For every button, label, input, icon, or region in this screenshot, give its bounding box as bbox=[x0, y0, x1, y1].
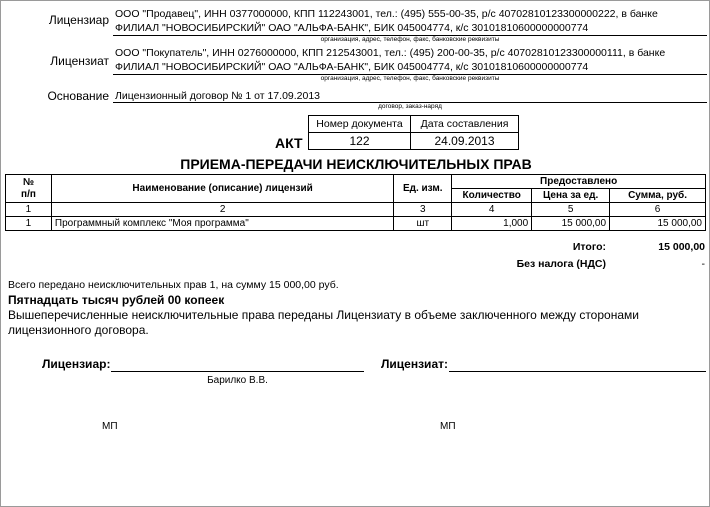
licensee-label: Лицензиат bbox=[50, 54, 109, 68]
column-numbers-row bbox=[6, 203, 706, 217]
doc-number-header: Номер документа bbox=[309, 116, 411, 133]
vat-value: - bbox=[701, 258, 705, 270]
table-row bbox=[6, 217, 706, 231]
row-price: 15 000,00 bbox=[532, 217, 610, 231]
col-number-4: 4 bbox=[452, 203, 532, 217]
unit-header: Ед. изм. bbox=[394, 175, 452, 203]
total-label: Итого: bbox=[572, 241, 606, 253]
amount-in-words: Пятнадцать тысяч рублей 00 копеек bbox=[8, 293, 225, 307]
act-doc-table bbox=[308, 115, 519, 150]
row-sum: 15 000,00 bbox=[610, 217, 706, 231]
licensor-details-line2: ФИЛИАЛ "НОВОСИБИРСКИЙ" ОАО "АЛЬФА-БАНК", БИК 045004774, к/с 30101810600000000774 bbox=[115, 22, 589, 34]
date-value: 24.09.2013 bbox=[411, 133, 519, 150]
licensor-signature-label: Лицензиар: bbox=[42, 357, 111, 371]
row-name: Программный комплекс "Моя программа" bbox=[51, 217, 393, 231]
act-word: АКТ bbox=[275, 135, 303, 151]
licensee-details-line2: ФИЛИАЛ "НОВОСИБИРСКИЙ" ОАО "АЛЬФА-БАНК", БИК 045004774, к/с 30101810600000000774 bbox=[115, 61, 589, 73]
act-title: ПРИЕМА-ПЕРЕДАЧИ НЕИСКЛЮЧИТЕЛЬНЫХ ПРАВ bbox=[180, 156, 532, 172]
licensor-signatory-name: Барилко В.В. bbox=[207, 375, 268, 386]
date-header: Дата составления bbox=[411, 116, 519, 133]
num-header-line2: п/п bbox=[21, 188, 36, 200]
licensor-label: Лицензиар bbox=[48, 13, 109, 27]
licensee-hint: организация, адрес, телефон, факс, банковские реквизиты bbox=[320, 75, 500, 82]
basis-hint: договор, заказ-наряд bbox=[378, 103, 442, 110]
col-number-6: 6 bbox=[610, 203, 706, 217]
col-number-1: 1 bbox=[6, 203, 52, 217]
rights-table bbox=[5, 174, 706, 231]
licensor-hint: организация, адрес, телефон, факс, банковские реквизиты bbox=[320, 36, 500, 43]
summary-line: Всего передано неисключительных прав 1, на сумму 15 000,00 руб. bbox=[8, 279, 339, 291]
doc-number-value: 122 bbox=[309, 133, 411, 150]
row-num: 1 bbox=[6, 217, 52, 231]
licensee-stamp-place: МП bbox=[440, 421, 456, 432]
licensee-signature-line bbox=[449, 371, 706, 372]
num-header-line1: № bbox=[22, 176, 35, 188]
name-header: Наименование (описание) лицензий bbox=[51, 175, 393, 203]
licensee-details-line1: ООО "Покупатель", ИНН 0276000000, КПП 212543001, тел.: (495) 200-00-35, р/с 40702810123300000111, в банке bbox=[115, 47, 666, 59]
licensee-signature-label: Лицензиат: bbox=[381, 357, 448, 371]
provided-header: Предоставлено bbox=[452, 175, 706, 189]
licensor-details-line1: ООО "Продавец", ИНН 0377000000, КПП 112243001, тел.: (495) 555-00-35, р/с 40702810123300000222, в банке bbox=[115, 8, 658, 20]
basis-label: Основание bbox=[47, 89, 109, 103]
basis-value: Лицензионный договор № 1 от 17.09.2013 bbox=[115, 90, 321, 102]
row-unit: шт bbox=[394, 217, 452, 231]
row-qty: 1,000 bbox=[452, 217, 532, 231]
licensor-signature-line bbox=[111, 371, 364, 372]
total-value: 15 000,00 bbox=[658, 241, 705, 253]
statement-line1: Вышеперечисленные неисключительные права переданы Лицензиату в объеме заключенного между сторонами bbox=[8, 308, 639, 322]
statement-line2: лицензионного договора. bbox=[8, 323, 149, 337]
col-number-5: 5 bbox=[532, 203, 610, 217]
licensor-stamp-place: МП bbox=[102, 421, 118, 432]
col-number-2: 2 bbox=[51, 203, 393, 217]
vat-label: Без налога (НДС) bbox=[516, 258, 606, 270]
sum-header: Сумма, руб. bbox=[610, 189, 706, 203]
num-header bbox=[6, 175, 52, 203]
col-number-3: 3 bbox=[394, 203, 452, 217]
qty-header: Количество bbox=[452, 189, 532, 203]
price-header: Цена за ед. bbox=[532, 189, 610, 203]
